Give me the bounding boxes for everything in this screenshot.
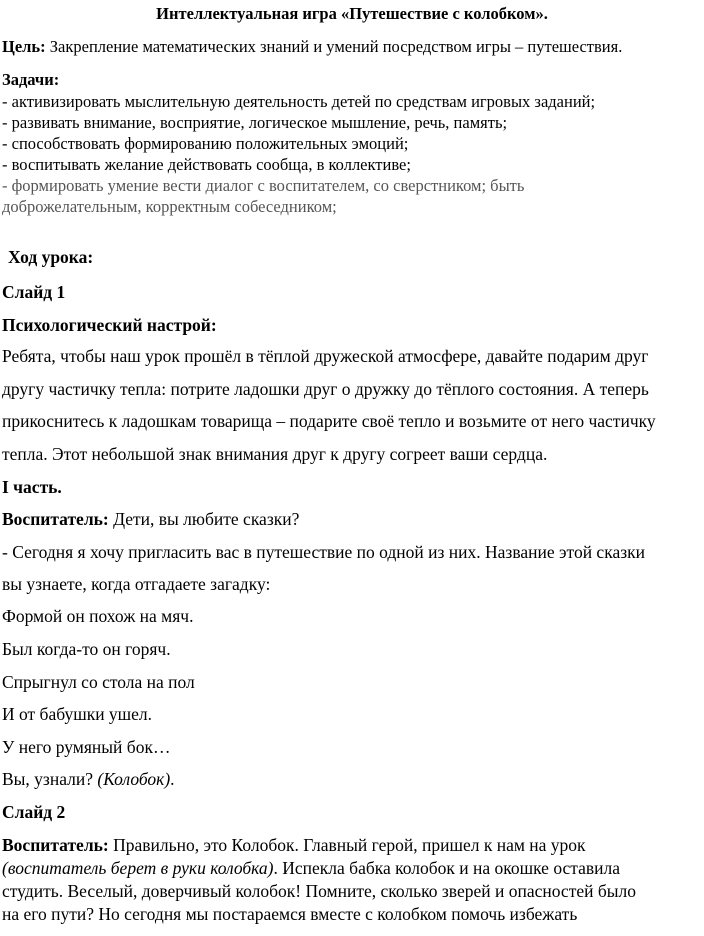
- intro-line: вы узнаете, когда отгадаете загадку:: [2, 574, 271, 594]
- answer-line: [2, 768, 175, 790]
- teacher-question: Дети, вы любите сказки?: [108, 509, 300, 529]
- riddle-line: Был когда-то он горяч.: [2, 639, 171, 659]
- answer-italic: (Колобок): [97, 769, 171, 789]
- riddle-line: Формой он похож на мяч.: [2, 606, 194, 626]
- intro-line: - Сегодня я хочу пригласить вас в путешествие по одной из них. Название этой сказки: [2, 542, 645, 562]
- riddle-line: И от бабушки ушел.: [2, 704, 153, 724]
- final-paragraph-line: студить. Веселый, доверчивый колобок! Помните, сколько зверей и опасностей было: [2, 881, 636, 901]
- psych-heading: Психологический настрой:: [2, 315, 217, 335]
- lesson-heading: Ход урока:: [8, 247, 94, 267]
- final-line-2-rest: . Испекла бабка колобок и на окошке оставила: [273, 858, 621, 878]
- riddle-line: Спрыгнул со стола на пол: [2, 672, 195, 692]
- goal-text: Закрепление математических знаний и умений посредством игры – путешествия.: [45, 37, 623, 56]
- goal-line: [2, 36, 622, 58]
- task-item: - формировать умение вести диалог с воспитателем, со сверстником; быть: [2, 176, 525, 195]
- teacher-question-line: [2, 508, 299, 530]
- psych-paragraph-line: тепла. Этот небольшой знак внимания друг к другу согреет ваши сердца.: [2, 444, 548, 464]
- final-paragraph-line: [2, 857, 620, 879]
- final-teacher-label: Воспитатель:: [2, 835, 109, 855]
- tasks-heading: Задачи:: [2, 70, 60, 89]
- psych-paragraph-line: другу частичку тепла: потрите ладошки друг о дружку до тёплого состояния. А теперь: [2, 379, 649, 399]
- final-paragraph-line: на его пути? Но сегодня мы постараемся вместе с колобком помочь избежать: [2, 904, 578, 924]
- psych-paragraph-line: прикоснитесь к ладошкам товарища – подарите своё тепло и возьмите от него частичку: [2, 411, 656, 431]
- final-line-1: Правильно, это Колобок. Главный герой, пришел к нам на урок: [108, 835, 586, 855]
- document-title: Интеллектуальная игра «Путешествие с колобком».: [156, 4, 548, 23]
- goal-label: Цель:: [2, 37, 46, 56]
- psych-paragraph-line: Ребята, чтобы наш урок прошёл в тёплой дружеской атмосфере, давайте подарим друг: [2, 346, 649, 366]
- slide-1-heading: Слайд 1: [2, 282, 66, 302]
- answer-suffix: .: [170, 769, 175, 789]
- task-item: - способствовать формированию положительных эмоций;: [2, 134, 409, 153]
- answer-prefix: Вы, узнали?: [2, 769, 98, 789]
- part-1-heading: I часть.: [2, 477, 62, 497]
- task-item: - активизировать мыслительную деятельность детей по средствам игровых заданий;: [2, 92, 596, 111]
- task-item: - развивать внимание, восприятие, логическое мышление, речь, память;: [2, 113, 508, 132]
- slide-2-heading: Слайд 2: [2, 802, 66, 822]
- riddle-line: У него румяный бок…: [2, 737, 171, 757]
- final-paragraph-line: [2, 834, 586, 856]
- task-item: - воспитывать желание действовать сообща, в коллективе;: [2, 155, 411, 174]
- task-item-continuation: доброжелательным, корректным собеседником;: [2, 197, 337, 216]
- final-line-2-italic: (воспитатель берет в руки колобка): [2, 858, 274, 878]
- teacher-label: Воспитатель:: [2, 509, 109, 529]
